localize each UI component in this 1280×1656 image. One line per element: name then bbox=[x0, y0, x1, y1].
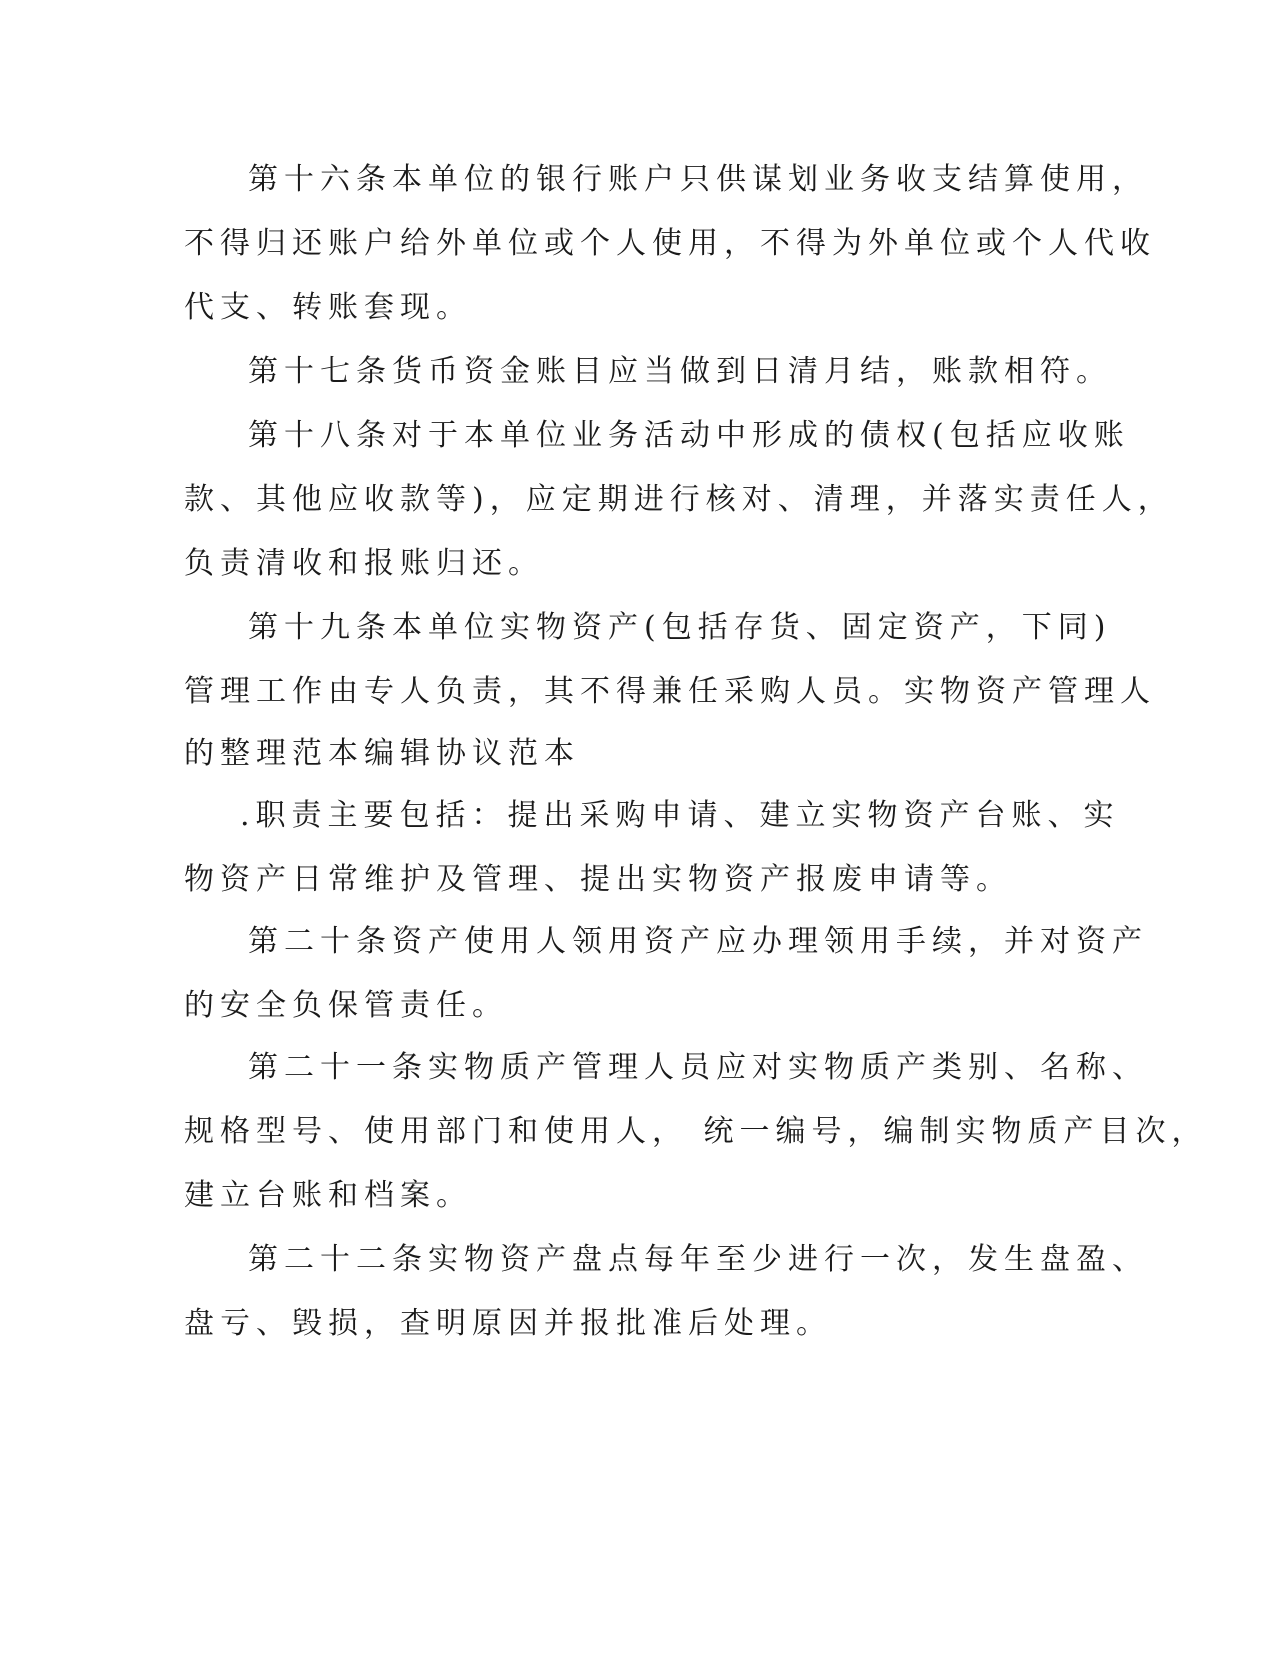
text-line: 物资产日常维护及管理、提出实物资产报废申请等。 bbox=[184, 862, 1012, 897]
text-line: 第二十二条实物资产盘点每年至少进行一次，发生盘盈、 bbox=[248, 1242, 1148, 1277]
text-line: 建立台账和档案。 bbox=[184, 1178, 472, 1213]
text-line: 的整理范本编辑协议范本 bbox=[184, 736, 580, 771]
text-line: 第十六条本单位的银行账户只供谋划业务收支结算使用， bbox=[248, 162, 1148, 197]
text-line: 负责清收和报账归还。 bbox=[184, 546, 544, 581]
text-line: 第十七条货币资金账目应当做到日清月结，账款相符。 bbox=[248, 354, 1112, 389]
text-line: 第十八条对于本单位业务活动中形成的债权(包括应收账 bbox=[248, 418, 1130, 453]
text-line: 管理工作由专人负责，其不得兼任采购人员。实物资产管理人 bbox=[184, 674, 1156, 709]
text-line: 代支、转账套现。 bbox=[184, 290, 472, 325]
text-line: 第十九条本单位实物资产(包括存货、固定资产，下同) bbox=[248, 610, 1112, 645]
text-line: 规格型号、使用部门和使用人， 统一编号，编制实物质产目次， bbox=[184, 1114, 1208, 1149]
text-line: 第二十条资产使用人领用资产应办理领用手续，并对资产 bbox=[248, 924, 1148, 959]
text-line: 盘亏、毁损，查明原因并报批准后处理。 bbox=[184, 1306, 832, 1341]
text-line: 不得归还账户给外单位或个人使用，不得为外单位或个人代收 bbox=[184, 226, 1156, 261]
text-line: .职责主要包括：提出采购申请、建立实物资产台账、实 bbox=[240, 798, 1120, 833]
text-line: 的安全负保管责任。 bbox=[184, 988, 508, 1023]
text-line: 款、其他应收款等)，应定期进行核对、清理，并落实责任人， bbox=[184, 482, 1174, 517]
text-line: 第二十一条实物质产管理人员应对实物质产类别、名称、 bbox=[248, 1050, 1148, 1085]
